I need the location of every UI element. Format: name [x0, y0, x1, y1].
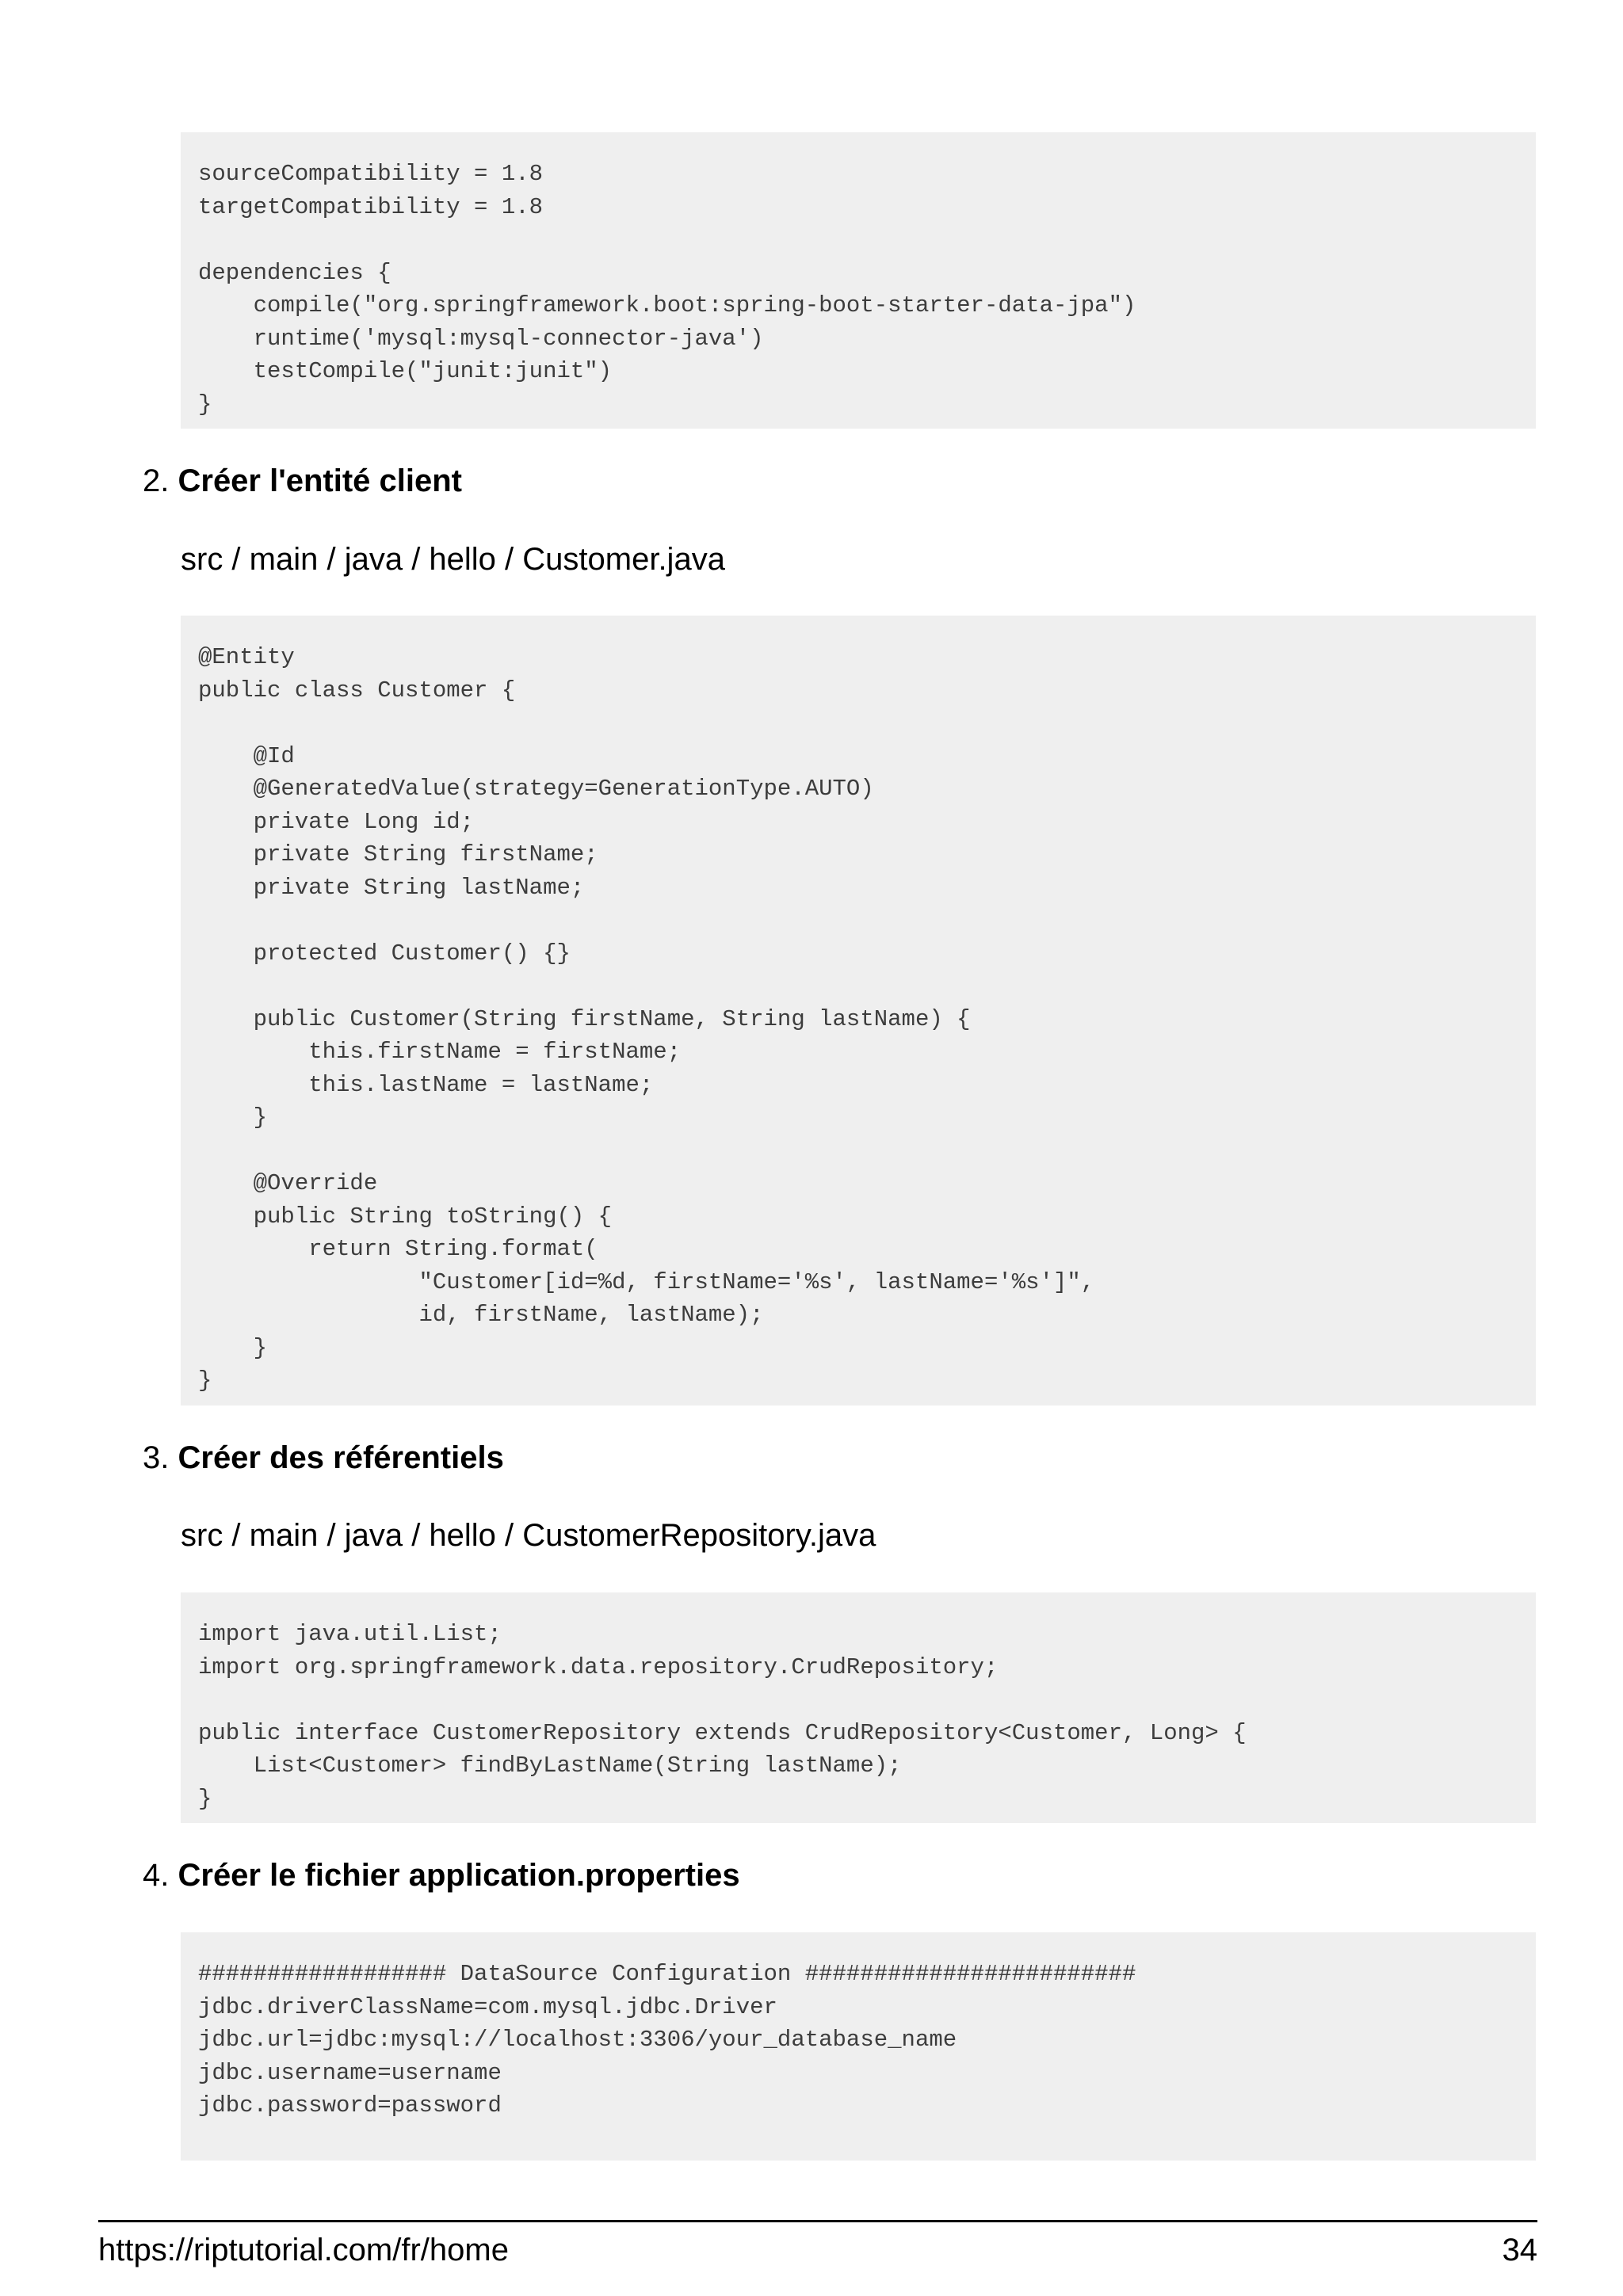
customer-file-path: src / main / java / hello / Customer.java	[181, 542, 725, 577]
application-properties-code-block: ################## DataSource Configuration ######################## jdbc.driverClassName=com.mysql.jdbc.Driver jdbc.url=jdbc:mysql://localhost:3306/your_database_name jdbc.username=username jdbc.password=password	[181, 1932, 1536, 2161]
step-4-title: Créer le fichier application.properties	[178, 1858, 740, 1893]
footer-url: https://riptutorial.com/fr/home	[98, 2233, 509, 2267]
step-4-number: 4.	[143, 1858, 170, 1893]
step-3-heading	[143, 1439, 504, 1477]
footer-divider	[98, 2220, 1537, 2222]
customer-entity-code-block: @Entity public class Customer { @Id @GeneratedValue(strategy=GenerationType.AUTO) private Long id; private String firstName; private String lastName; protected Customer() {} public Customer(String firstName, String lastName) { this.firstName = firstName; this.lastName = lastName; } @Override public String toString() { return String.format( "Customer[id=%d, firstName='%s', lastName='%s']", id, firstName, lastName); } }	[181, 616, 1536, 1405]
step-4-heading	[143, 1856, 740, 1894]
step-3-title: Créer des référentiels	[178, 1440, 504, 1475]
gradle-dependencies-code-block: sourceCompatibility = 1.8 targetCompatibility = 1.8 dependencies { compile("org.springframework.boot:spring-boot-starter-data-jpa") runtime('mysql:mysql-connector-java') testCompile("junit:junit") }	[181, 132, 1536, 429]
customer-repository-code-block: import java.util.List; import org.springframework.data.repository.CrudRepository; public interface CustomerRepository extends CrudRepository<Customer, Long> { List<Customer> findByLastName(String lastName); }	[181, 1592, 1536, 1823]
page-number: 34	[1502, 2233, 1537, 2267]
step-2-number: 2.	[143, 463, 170, 498]
step-2-title: Créer l'entité client	[178, 463, 462, 498]
customer-repository-file-path: src / main / java / hello / CustomerRepository.java	[181, 1518, 876, 1553]
step-2-heading	[143, 462, 462, 500]
step-3-number: 3.	[143, 1440, 170, 1475]
